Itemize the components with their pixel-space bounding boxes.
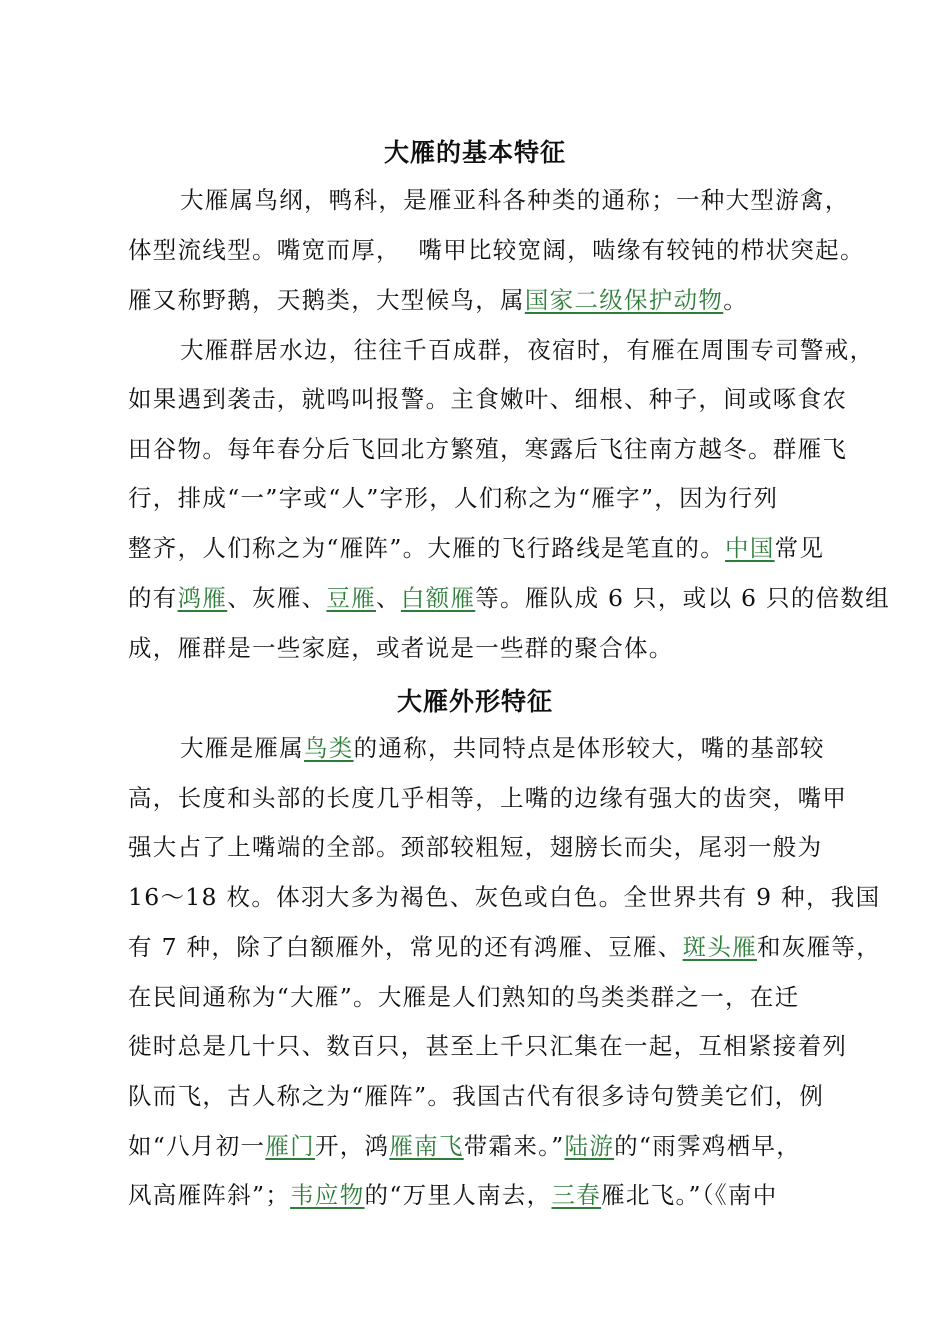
hyperlink[interactable]: 雁门 — [265, 1132, 315, 1160]
text-run: 整齐，人们称之为“雁阵”。大雁的飞行路线是笔直的。 — [128, 534, 726, 562]
text-line — [128, 982, 858, 1012]
hyperlink[interactable]: 白额雁 — [400, 584, 476, 612]
text-run: 16～18 枚。体羽大多为褐色、灰色或白色。全世界共有 9 种，我国 — [128, 883, 881, 911]
text-line — [128, 783, 858, 813]
text-line — [128, 633, 858, 663]
text-run: 大雁是雁属 — [180, 734, 304, 762]
text-line — [128, 285, 858, 315]
text-run: 行，排成“一”字或“人”字形，人们称之为“雁字”，因为行列 — [128, 484, 779, 512]
text-line — [180, 335, 875, 365]
text-line — [128, 1081, 858, 1111]
text-line — [128, 235, 865, 265]
text-run: 等。雁队成 6 只，或以 6 只的倍数组 — [475, 584, 891, 612]
text-run: 队而飞，古人称之为“雁阵”。我国古代有很多诗句赞美它们，例 — [128, 1082, 825, 1110]
text-run: 如果遇到袭击，就鸣叫报警。主食嫩叶、细根、种子，间或啄食农 — [128, 385, 848, 413]
text-run: 、 — [376, 584, 401, 612]
hyperlink[interactable]: 斑头雁 — [682, 933, 757, 961]
section-title-basic-features: 大雁的基本特征 — [383, 138, 566, 167]
text-line — [128, 1131, 858, 1161]
text-run: 在民间通称为“大雁”。大雁是人们熟知的鸟类类群之一，在迁 — [128, 983, 800, 1011]
text-line — [128, 483, 858, 513]
hyperlink[interactable]: 鸟类 — [304, 734, 354, 762]
hyperlink[interactable]: 鸿雁 — [177, 584, 228, 612]
text-run: 常见 — [774, 534, 825, 562]
hyperlink[interactable]: 中国 — [725, 534, 775, 562]
text-run: 成，雁群是一些家庭，或者说是一些群的聚合体。 — [128, 634, 674, 662]
text-run: 的通称，共同特点是体形较大，嘴的基部较 — [353, 734, 825, 762]
text-run: 大雁属鸟纲，鸭科，是雁亚科各种类的通称；一种大型游禽， — [180, 186, 850, 214]
text-line — [128, 434, 858, 464]
text-line — [128, 1031, 858, 1061]
hyperlink[interactable]: 国家二级保护动物 — [524, 286, 724, 314]
text-run: 和灰雁等， — [757, 933, 881, 961]
text-line — [128, 932, 881, 962]
text-line — [128, 882, 881, 912]
text-line — [128, 1180, 858, 1210]
text-run: 、灰雁、 — [227, 584, 327, 612]
text-line — [128, 384, 858, 414]
text-run: 有 7 种，除了白额雁外，常见的还有鸿雁、豆雁、 — [128, 933, 683, 961]
text-run: 体型流线型。嘴宽而厚， 嘴甲比较宽阔，啮缘有较钝的栉状突起。 — [128, 236, 865, 264]
text-line — [128, 583, 891, 613]
text-run: 。 — [723, 286, 749, 314]
text-line — [128, 832, 858, 862]
text-run: 雁又称野鹅，天鹅类，大型候鸟，属 — [128, 286, 525, 314]
text-run: 大雁群居水边，往往千百成群，夜宿时，有雁在周围专司警戒， — [180, 336, 875, 364]
text-line — [180, 185, 858, 215]
hyperlink[interactable]: 三春 — [551, 1181, 602, 1209]
hyperlink[interactable]: 豆雁 — [326, 584, 377, 612]
text-run: 带霜来。” — [463, 1132, 565, 1160]
text-run: 风高雁阵斜”； — [128, 1181, 291, 1209]
text-run: 雁北飞。”（《南中 — [601, 1181, 778, 1209]
text-run: 高，长度和头部的长度几乎相等，上嘴的边缘有强大的齿突，嘴甲 — [128, 784, 848, 812]
text-run: 开，鸿 — [314, 1132, 390, 1160]
text-run: 的“万里人南去， — [364, 1181, 552, 1209]
hyperlink[interactable]: 陆游 — [564, 1132, 615, 1160]
text-run: 的有 — [128, 584, 178, 612]
hyperlink[interactable]: 雁南飞 — [389, 1132, 464, 1160]
text-run: 如“八月初一 — [128, 1132, 266, 1160]
text-run: 田谷物。每年春分后飞回北方繁殖，寒露后飞往南方越冬。群雁飞 — [128, 435, 848, 463]
text-line — [180, 733, 858, 763]
text-run: 强大占了上嘴端的全部。颈部较粗短，翅膀长而尖，尾羽一般为 — [128, 833, 823, 861]
section-title-appearance: 大雁外形特征 — [396, 687, 553, 716]
text-line — [128, 533, 858, 563]
text-run: 徙时总是几十只、数百只，甚至上千只汇集在一起，互相紧接着列 — [128, 1032, 848, 1060]
hyperlink[interactable]: 韦应物 — [290, 1181, 365, 1209]
text-run: 的“雨霁鸡栖早， — [614, 1132, 802, 1160]
